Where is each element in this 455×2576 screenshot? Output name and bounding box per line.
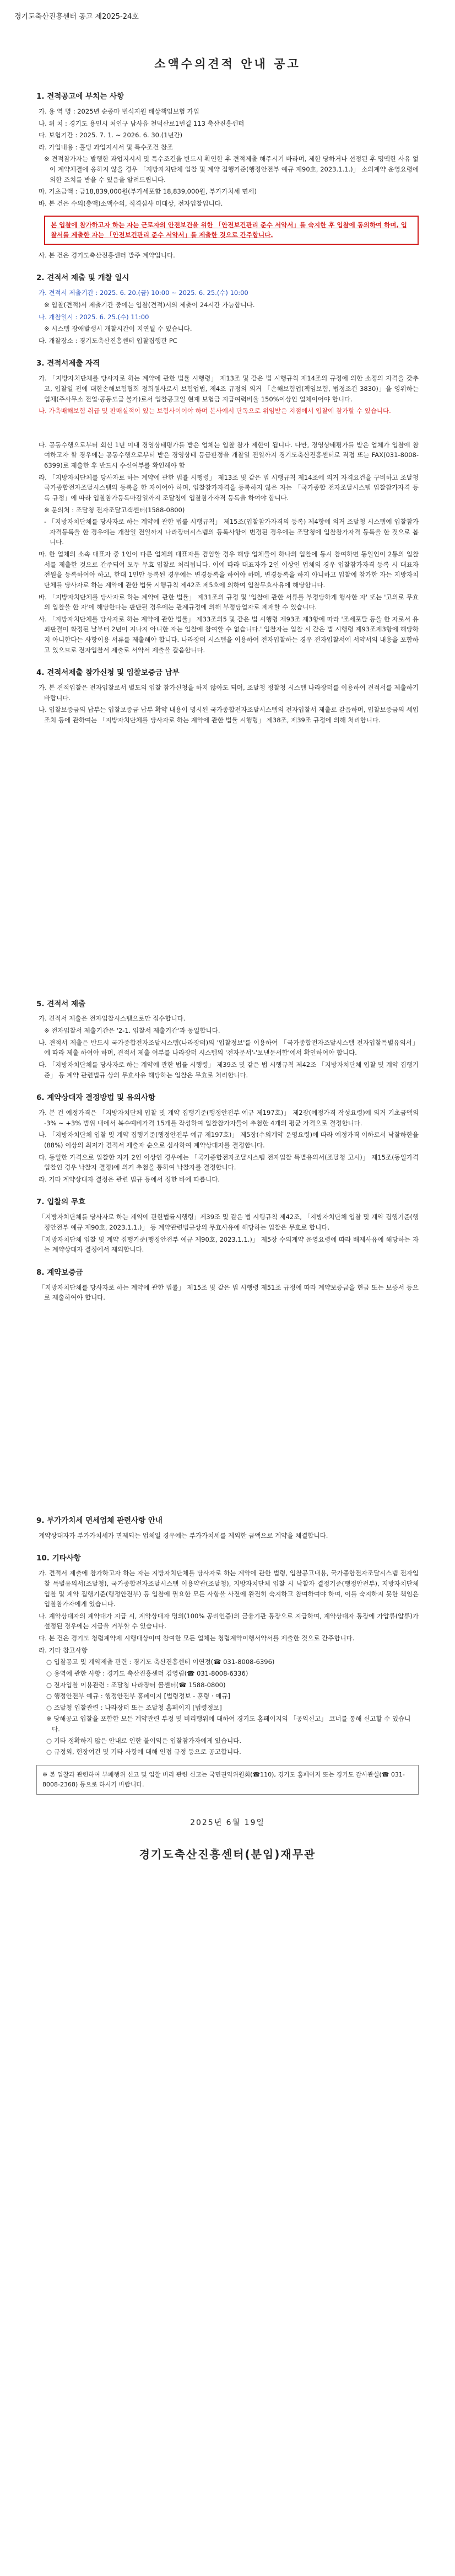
s10-item-da: 다. 본 건은 경기도 청렴계약제 시행대상이며 참여한 모든 업체는 청렴계약이행서약서를 제출한 것으로 간주합니다. [39,1634,355,1643]
section-5-title: 5. 견적서 제출 [36,999,86,1008]
s2-item-note: ※ 입찰(견적)서 제출기간 중에는 입찰(견적)서의 제출이 24시간 가능합니다. [44,300,255,309]
contact-e-bidding: ○ 전자입찰 이용관련 : 조달청 나라장터 콜센터(☎ 1588-0800) [46,1681,226,1689]
announcement-number: 경기도축산진흥센터 공고 제2025-24호 [14,13,139,21]
section-10-title: 10. 기타사항 [36,1554,81,1563]
s3-item-sa [36,614,419,656]
contact-mois-rules: ○ 행정안전부 예규 : 행정안전부 홈페이지 [법령정보 - 훈령 · 예규] [46,1692,230,1700]
s1-item-project: 가. 용 역 명 : 2025년 순종마 번식지원 배상책임보험 가입 [39,107,199,115]
section-7-title: 7. 입찰의 무효 [36,1198,86,1207]
disadvantage-note: ○ 기타 정확하지 않은 안내로 인한 불이익은 입찰참가자에게 있습니다. [46,1736,241,1745]
s3-item-ra: 라. 「지방자치단체를 당사자로 하는 계약에 관한 법률 시행령」 제13조 및 같은 법 시행규칙 제14조에 의거 자격요건을 구비하고 조달청 국가종합전자조달시스템의 등록을 한 자이어야 하며, 입찰참가자격을 등록하지 않은 자는 「국가종합 전자조달시스템 입찰참가자격 등록 규정」에 따라 입찰참가등록마감일까지 조달청에 입찰참가자격 등록을 하여야 합니다. [39,473,419,502]
s1-item-content: 라. 가입내용 : 홀딩 과업지시서 및 특수조건 참조 [39,143,174,151]
s2-item-open-time: 나. 개찰일시 : 2025. 6. 25.(수) 11:00 [39,313,149,321]
s7-item-2: 「지방자치단체 입찰 및 계약 집행기준(행정안전부 예규 제90호, 2023.1.1.)」 제5장 수의계약 운영요령에 따라 배제사유에 해당하는 자는 계약상대자 결정에서 제외합니다. [39,1235,419,1254]
section-6 [36,1092,419,1184]
s10-item-ga: 가. 견적서 제출에 참가하고자 하는 자는 지방자치단체를 당사자로 하는 계약에 관한 법령, 입찰공고내용, 국가종합전자조달시스템 전자입찰 특별유의서(조달청), 국가종합전자조달시스템 이용약관(조달청), 지방자치단체 입찰 시 낙찰자 결정기준(행정안전부), 지방자치단체 입찰 및 계약 집행기준(행정안전부) 등 입찰에 필요한 모든 사항을 사전에 완전히 숙지하고 참여하여야 하며, 이를 숙지하지 못한 책임은 입찰참가자에게 있습니다. [39,1569,419,1608]
section-9 [36,1515,419,1541]
section-4 [36,667,419,725]
s1-item-type: 바. 본 건은 수의(총액)소액수의, 적격심사 미대상, 전자입찰입니다. [39,199,223,207]
safety-notice-text: 본 입찰에 참가하고자 하는 자는 근로자의 안전보건을 위한 「안전보건관리 준수 서약서」를 숙지한 후 입찰에 동의하여 하며, 입찰서를 제출한 자는 「안전보건관리 준수 서약서」를 제출한 것으로 간주합니다. [51,221,407,239]
issue-date: 2025년 6월 19일 [190,1818,265,1827]
section-6-title: 6. 계약상대자 결정방법 및 유의사항 [36,1093,155,1103]
s2-item-place: 다. 개찰장소 : 경기도축산진흥센터 입찰집행관 PC [39,336,177,345]
s2-item-period: 가. 견적서 제출기간 : 2025. 6. 20.(금) 10:00 ~ 2025. 6. 25.(수) 10:00 [39,289,248,297]
contact-bid-notice: ○ 입찰공고 및 계약제출 관련 : 경기도 축산진흥센터 이연정(☎ 031-8008-6396) [46,1658,275,1666]
s10-item-na: 나. 계약상대자의 계약대가 지급 시, 계약상대자 명의(100% 공리인증)의 금융기관 통장으로 지급하며, 계약상대자 통장에 가압류(압류)가 설정된 경우에는 지급을 거부할 수 있습니다. [39,1612,419,1630]
s3-item-registration: - 「지방자치단체를 당사자로 하는 계약에 관한 법률 시행규칙」 제15조(입찰참가자격의 등록) 제4항에 의거 조달청 시스템에 입찰참가자격등록을 한 경우에는 개찰일 전일까지 나라장터시스템의 등록사항이 변경된 경우에는 조달청에 입찰참가자격 등록을 한 것으로 봅니다. [44,518,419,546]
s6-item-ga: 가. 본 건 예정가격은 「지방자치단체 입찰 및 계약 집행기준(행정안전부 예규 제197호)」 제2장(예정가격 작성요령)에 의거 기초금액의 -3% ~ +3% 범위 내에서 복수예비가격 15개를 작성하여 입찰참가자들이 추첨한 4개의 평균 가격으로 결정합니다. [39,1109,419,1127]
s6-item-da: 다. 동일한 가격으로 입찰한 자가 2인 이상인 경우에는 「국가종합전자조달시스템 전자입찰 특별유의서(조달청 고시)」 제15조(동일가격입찰인 경우 낙찰자 결정)에 의거 추첨을 통하여 낙찰자를 결정합니다. [39,1153,419,1172]
section-3 [36,358,419,655]
s5-item-da: 다. 「지방자치단체를 당사자로 하는 계약에 관한 법률 시행령」 제39조 및 같은 법 시행규칙 제42조 「지방자치단체 입찰 및 계약 집행기준」 등 계약 관련법규 상의 무효사유 해당하는 입찰은 무효로 처리합니다. [39,1060,419,1079]
s4-item-ga: 가. 본 견적입찰은 전자입찰로서 별도의 입찰 참가신청을 하지 않아도 되며, 조달청 정찰청 시스템 나라장터를 이용하여 견적서를 제출하기 바랍니다. [39,684,419,702]
section-10 [36,1553,419,1794]
s3-item-sa-text: 사. 「지방자치단체를 당사자로 하는 계약에 관한 법률」 제33조의5 및 같은 법 시행령 제93조 제3항에 따라 '조세포탈 등을 한 자로서 유죄판결이 확정된 날부터 2년이 지나지 아니한 자는 입찰에 참여할 수 없습니다.' 입찰자는 입찰 시 같은 법 시행령 제93조제3항에 해당하지 아니한다는 사항이용 서류를 제출해야 합니다. 나라장터 시스템을 이용하여 전자입찰하는 경우 전자입찰서에 서약서의 내용을 포함하고 있으므로 전자입찰서 제출로 서약서 제출을 갈음합니다. [39,615,419,654]
section-8 [36,1267,419,1303]
s8-item-1: 「지방자치단체를 당사자로 하는 계약에 관한 법률」 제15조 및 같은 법 시행령 제51조 규정에 따라 계약보증금을 현금 또는 보증서 등으로 제출하여야 합니다. [39,1283,419,1302]
section-2 [36,272,419,346]
s2-item-delay-note: ※ 시스템 장애발생시 개찰시간이 지연될 수 있습니다. [44,325,192,333]
s3-item-da: 다. 공동수행으로부터 회신 1년 이내 경영상태평가를 받은 업체는 입찰 참가 제한이 됩니다. 다만, 경영상태평가를 받은 업체가 입찰에 참여하고자 할 경우에는 공동수행으로부터 받은 경영상태 등급판정을 개찰일 전일까지 경기도축산진흥센터로 직접 또는 FAX(031-8008-6399)로 제출한 후 반드시 수신여부를 확인해야 함 [39,441,419,470]
section-1-title: 1. 견적공고에 부치는 사항 [36,92,124,101]
s1-item-period: 다. 보험기간 : 2025. 7. 1. ~ 2026. 6. 30.(1년간) [39,131,183,139]
s5-item-na: 나. 견적서 제출은 반드시 국가종합전자조달시스템(나라장터)의 '입찰정보'를 이용하여 「국가종합전자조달시스템 전자입찰특별유의서」에 따라 제출 하여야 하며, 견적서 제출 여부를 나라장터 시스템의 '전자문서'-'보낸문서함'에서 확인하여야 합니다. [39,1038,419,1057]
s5-item-note: ※ 전자입찰서 제출기간은 '2-1. 입찰서 제출기간'과 동일합니다. [44,1027,220,1035]
report-note-box: ※ 본 입찰과 관련하여 부패행위 신고 및 입찰 비리 관련 신고는 국민권익위원회(☎110), 경기도 홈페이지 또는 경기도 감사관실(☎ 031-8008-2368) 등으로 하시기 바랍니다. [36,1765,419,1795]
s3-item-ga-text: 가. 「지방자치단체를 당사자로 하는 계약에 관한 법률 시행령」 제13조 및 같은 법 시행규칙 제14조의 규정에 의한 소정의 자격을 갖추고, 입찰일 전에 대한손해보험협회 정회원사로서 보험업법, 제4조 규정의 의거 「손해보험업(책임보험, 법정조건 3830)」을 영위하는 업체(주사무소 전업·공동도급 불가)로서 입찰공고일 현재 보험금 지급여력비율 150%이상인 업체이어야 합니다. [39,374,419,403]
s6-item-ra: 라. 기타 계약상대자 결정은 관련 법규 등에서 정한 바에 따릅니다. [39,1175,220,1183]
section-8-title: 8. 계약보증금 [36,1268,83,1277]
s4-item-na: 나. 입찰보증금의 납부는 입찰보증금 납부 확약 내용이 명시된 국가종합전자조달시스템의 전자입찰서 제출로 갈음하며, 입찰보증금의 세입조치 등에 관하여는 「지방자치단체를 당사자로 하는 계약에 관한 법률 시행령」 제38조, 제39조 규정에 의해 처리합니다. [39,706,419,724]
s10-item-ra: 라. 기타 참고사항 [39,1646,88,1654]
section-2-title: 2. 견적서 제출 및 개찰 일시 [36,273,129,283]
s3-item-ba: 바. 「지방자치단체를 당사자로 하는 계약에 관한 법률」 제31조의 규정 및 '입찰에 관한 서류를 부정당하게 행사한 자' 또는 '고의로 무효의 입찰을 한 자'에 해당한다는 판단될 경우에는 관계규정에 의해 부정당업자로 제재할 수 있습니다. [39,593,419,611]
corruption-report-note: ※ 당해공고 입찰을 포함한 모든 계약관련 부정 및 비리행위에 대하여 경기도 홈페이지의 「공익신고」 코너를 통해 신고할 수 있습니다. [46,1715,411,1734]
section-9-title: 9. 부가가치세 면세업체 관련사항 안내 [36,1516,162,1525]
issuer-name: 경기도축산진흥센터(분임)재무관 [139,1848,316,1861]
other-rules-note: ○ 규정외, 현장여건 및 기타 사항에 대해 인접 규정 등으로 공고합니다. [46,1748,241,1756]
section-7 [36,1196,419,1254]
s9-item-1: 계약상대자가 부가가치세가 면제되는 업체일 경우에는 부가가치세를 제외한 금액으로 계약을 체결합니다. [39,1531,328,1539]
contact-service: ○ 용역에 관한 사항 : 경기도 축산진흥센터 김영림(☎ 031-8008-6336) [46,1669,248,1677]
section-4-title: 4. 견적서제출 참가신청 및 입찰보증금 납부 [36,668,180,678]
section-1 [36,91,419,260]
s7-item-1: 「지방자치단체를 당사자로 하는 계약에 관한법률시행령」제39조 및 같은 법 시행규칙 제42조, 「지방자치단체 입찰 및 계약 집행기준(행정안전부 예규 제90호, 2023.1.1.)」 등 계약관련법규상의 무효사유에 해당하는 입찰은 무효로 합니다. [39,1213,419,1231]
section-5 [36,999,419,1081]
s5-item-ga: 가. 견적서 제출은 전자입찰시스템으로만 접수합니다. [39,1015,186,1023]
s6-item-na: 나. 「지방자치단체 입찰 및 계약 집행기준(행정안전부 예규 제197호)」 제5장(수의계약 운영요령)에 따라 예정가격 이하로서 낙찰하한율(88%) 이상의 최저가 견적서 제출자 순으로 심사하여 계약상대자를 결정합니다. [39,1131,419,1149]
s3-item-ma: 마. 한 업체의 소속 대표자 중 1인이 다른 업체의 대표자를 겸임할 경우 해당 업체들이 하나의 입찰에 동시 참여하면 동일인이 2통의 입찰서를 제출한 것으로 간주되어 모두 무효 입찰로 처리됩니다. 이에 따라 대표자가 2인 이상인 업체의 경우 입찰참가자격 등록 시 대표자 전원을 등록하여야 하고, 한대 1인만 등록된 경우에는 변경등록을 하여야 하며, 변경등록을 하지 아니하고 입찰에 참가한 자는 지방자치단체를 당사자로 하는 계약에 관한 법률 시행규칙 제42조 제5호에 의하여 입찰무효사유에 해당합니다. [39,550,419,589]
contact-pps-rules: ○ 조달청 입찰관련 : 나라장터 또는 조달청 홈페이지 [법령정보] [46,1703,222,1711]
s3-item-ga [36,373,419,404]
safety-notice-box [44,216,419,245]
s3-item-na: 나. 가축배해보험 취급 및 판매실적이 있는 보험사이어야 하며 본사에서 단독으로 위임받은 지점에서 입찰에 참가할 수 있습니다. [39,407,391,415]
s3-item-contact: ※ 문의처 : 조달청 전자조달고객센터(1588-0800) [44,506,185,514]
s1-item-price: 마. 기초금액 : 금18,839,000원(부가세포함 18,839,000원, 부가가치세 면세) [39,187,257,196]
document-title: 소액수의견적 안내 공고 [154,57,301,71]
section-3-title: 3. 견적서제출 자격 [36,359,100,368]
s1-item-extra: 사. 본 건은 경기도축산진흥센터 발주 계약입니다. [39,251,175,259]
s1-item-location: 나. 위 치 : 경기도 용인시 처인구 남사읍 천덕산로1번길 113 축산진흥센터 [39,119,245,127]
s1-item-warning: ※ 견적참가자는 발행한 과업지시서 및 특수조건을 반드시 확인한 후 견적제출 해주시기 바라며, 제한 당하거나 선정된 후 명맥한 사유 없이 계약체결에 응하지 않을 경우 「지방자치단체 입찰 및 계약 집행기준(행정안전부 예규 제90호, 2023.1.1.)」 소의계약 운영요령에 의한 조치를 받을 수 있음을 알려드립니다. [44,155,419,184]
